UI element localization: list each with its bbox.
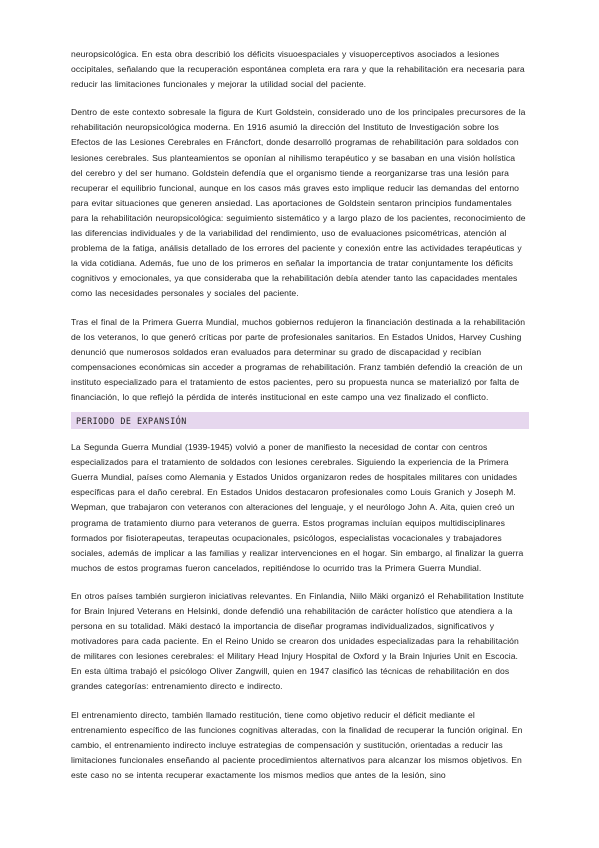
section-heading: PERIODO DE EXPANSIÓN <box>76 415 187 426</box>
paragraph: Tras el final de la Primera Guerra Mundial, muchos gobiernos redujeron la financiación destinada a la rehabilitación de los veteranos, lo que generó críticas por parte de profesionales sanitarios. En Estados Unidos, Harvey Cushing denunció que numerosos soldados eran evaluados para determinar su grado de discapacidad y recibían compensaciones económicas sin acceder a programas de rehabilitación. Franz también defendió la creación de un instituto especializado para el tratamiento de estos pacientes, pero su propuesta nunca se materializó por falta de financiación, lo que reflejó la pérdida de interés institucional en este campo una vez finalizado el conflicto. <box>71 316 526 402</box>
paragraph: El entrenamiento directo, también llamado restitución, tiene como objetivo reducir el déficit mediante el entrenamiento específico de las funciones cognitivas alteradas, con la finalidad de recuperar la función original. En cambio, el entrenamiento indirecto incluye estrategias de compensación y sustitución, orientadas a reducir las limitaciones funcionales enseñando al paciente procedimientos alternativos para alcanzar los mismos objetivos. En este caso no se intenta recuperar exactamente los mismos medios que antes de la lesión, sino <box>71 709 523 780</box>
paragraph: Dentro de este contexto sobresale la figura de Kurt Goldstein, considerado uno de los principales precursores de la rehabilitación neuropsicológica moderna. En 1916 asumió la dirección del Instituto de Investigación sobre los Efectos de las Lesiones Cerebrales en Fráncfort, donde desarrolló programas de rehabilitación para soldados con lesiones cerebrales. Sus planteamientos se oponían al nihilismo terapéutico y se basaban en una visión holística del cerebro y del ser humano. Goldstein defendía que el organismo tiende a reorganizarse tras una lesión para recuperar el equilibrio funcional, aunque en los casos más graves esto implique reducir las demandas del entorno para evitar situaciones que generen ansiedad. Las aportaciones de Goldstein sentaron principios fundamentales para la rehabilitación neuropsicológica: seguimiento sistemático y a largo plazo de los pacientes, reconocimiento de las diferencias individuales y de la variabilidad del rendimiento, uso de evaluaciones psicométricas, atención al problema de la fatiga, análisis detallado de los errores del paciente y conexión entre las actividades terapéuticas y la vida cotidiana. Además, fue uno de los primeros en señalar la importancia de tratar conjuntamente los déficits cognitivos y emocionales, ya que consideraba que la rehabilitación debía atender tanto las capacidades mentales como las necesidades personales y sociales del paciente. <box>71 107 526 299</box>
paragraph: En otros países también surgieron iniciativas relevantes. En Finlandia, Niilo Mäki organizó el Rehabilitation Institute for Brain Injured Veterans en Helsinki, donde defendió una rehabilitación de carácter holístico que atendiera a la persona en su totalidad. Mäki destacó la importancia de diseñar programas individualizados, significativos y motivadores para cada paciente. En el Reino Unido se crearon dos unidades especializadas para la rehabilitación de militares con lesiones cerebrales: el Military Head Injury Hospital de Oxford y la Brain Injuries Unit en Escocia. En esta última trabajó el psicólogo Oliver Zangwill, quien en 1947 clasificó las técnicas de rehabilitación en dos grandes categorías: entrenamiento directo e indirecto. <box>71 590 524 692</box>
paragraph: La Segunda Guerra Mundial (1939-1945) volvió a poner de manifiesto la necesidad de contar con centros especializados para el tratamiento de soldados con lesiones cerebrales. Siguiendo la experiencia de la Primera Guerra Mundial, países como Alemania y Estados Unidos organizaron redes de hospitales militares con unidades específicas para el daño cerebral. En Estados Unidos destacaron profesionales como Louis Granich y Joseph M. Wepman, que trabajaron con veteranos con alteraciones del lenguaje, y el neurólogo John A. Aita, quien creó un programa de tratamiento diurno para veteranos de guerra. Estos programas incluían equipos multidisciplinares formados por fisioterapeutas, terapeutas ocupacionales, psicólogos, especialistas vocacionales y trabajadores sociales, además de implicar a las familias y realizar intervenciones en el hogar. Sin embargo, al finalizar la guerra muchos de estos programas fueron cancelados, repitiéndose lo ocurrido tras la Primera Guerra Mundial. <box>71 442 524 573</box>
paragraph: neuropsicológica. En esta obra describió los déficits visuoespaciales y visuoperceptivos asociados a lesiones occipitales, señalando que la recuperación espontánea completa era rara y que la rehabilitación era necesaria para reducir las limitaciones funcionales y mejorar la utilidad social del paciente. <box>71 49 525 90</box>
section-heading-bar <box>71 412 529 429</box>
document-body <box>71 47 529 783</box>
